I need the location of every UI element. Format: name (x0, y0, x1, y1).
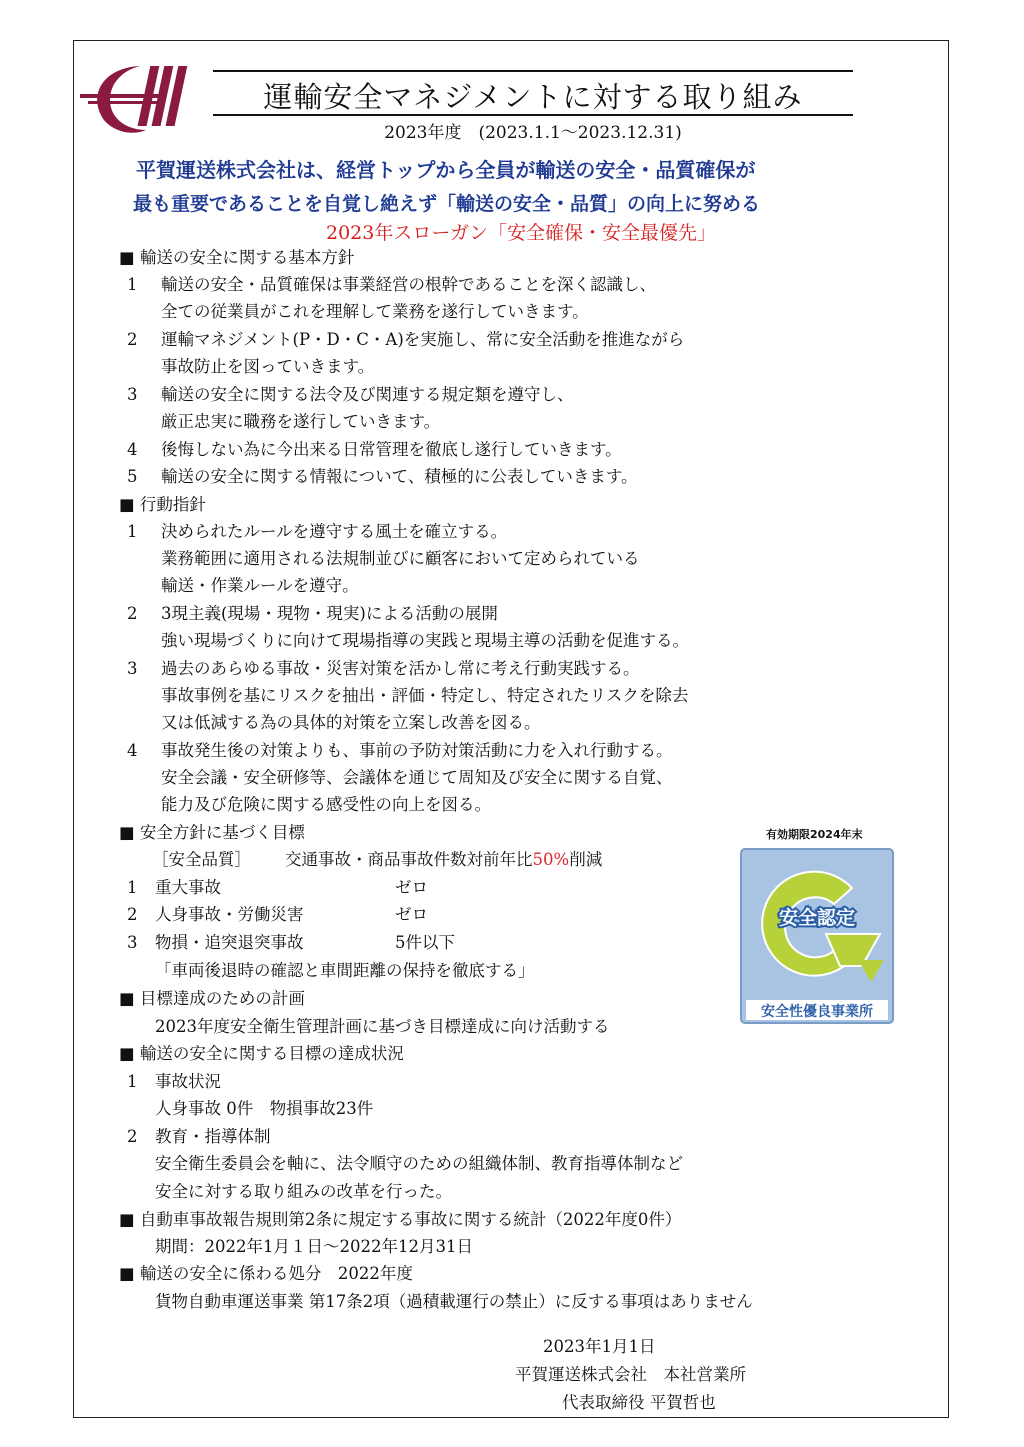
quality-highlight: 50% (532, 850, 570, 869)
list-item: 事故防止を図っていきます。 (161, 357, 375, 376)
achievement-item-text: 安全に対する取り組みの改革を行った。 (155, 1182, 452, 1201)
list-item: 過去のあらゆる事故・災害対策を活かし常に考え行動実践する。 (161, 659, 640, 678)
list-item: 又は低減する為の具体的対策を立案し改善を図る。 (161, 713, 541, 732)
list-number: 3 (127, 659, 138, 678)
list-number: 1 (127, 878, 138, 897)
statistics-heading: ■ 自動車事故報告規則第2条に規定する事故に関する統計（2022年度0件） (119, 1210, 682, 1229)
company-name: 平賀運送株式会社 本社営業所 (515, 1365, 746, 1384)
fiscal-period: 2023年度 (2023.1.1～2023.12.31) (384, 123, 682, 143)
list-item: 輸送の安全に関する法令及び関連する規定類を遵守し、 (161, 385, 574, 404)
achievement-item-text: 人身事故 0件 物損事故23件 (155, 1099, 374, 1118)
disposition-text: 貨物自動車運送事業 第17条2項（過積載運行の禁止）に反する事項はありません (155, 1292, 753, 1311)
list-number: 5 (127, 467, 138, 486)
list-item: 輸送の安全・品質確保は事業経営の根幹であることを深く認識し、 (161, 275, 656, 294)
list-item: 能力及び危険に関する感受性の向上を図る。 (161, 795, 491, 814)
achievement-item-text: 安全衛生委員会を軸に、法令順守のための組織体制、教育指導体制など (155, 1154, 683, 1173)
list-number: 2 (127, 604, 138, 623)
list-item: 運輸マネジメント(P・D・C・A)を実施し、常に安全活動を推進ながら (161, 330, 685, 349)
achievement-item-title: 事故状況 (155, 1072, 221, 1091)
representative: 代表取締役 平賀哲也 (562, 1393, 716, 1412)
slogan: 2023年スローガン「安全確保・安全最優先」 (326, 222, 716, 244)
action-guidelines-heading: ■ 行動指針 (119, 495, 206, 514)
target-label: 人身事故・労働災害 (155, 905, 304, 924)
list-number: 1 (127, 522, 138, 541)
list-number: 3 (127, 933, 138, 952)
plan-text: 2023年度安全衛生管理計画に基づき目標達成に向け活動する (155, 1017, 610, 1036)
quality-text-pre: 交通事故・商品事故件数対前年比 (285, 850, 533, 869)
list-item: 強い現場づくりに向けて現場指導の実践と現場主導の活動を促進する。 (161, 631, 689, 650)
quality-label: ［安全品質］ (152, 850, 251, 869)
quality-target (285, 852, 602, 869)
list-item: 決められたルールを遵守する風土を確立する。 (161, 522, 508, 541)
disposition-heading: ■ 輸送の安全に係わる処分 2022年度 (119, 1264, 413, 1283)
quality-text-post: 削減 (569, 850, 603, 869)
target-value: 5件以下 (395, 933, 455, 952)
badge-validity: 有効期限2024年末 (766, 828, 863, 841)
safety-certification-badge (740, 848, 894, 1024)
list-item: 3現主義(現場・現物・現実)による活動の展開 (161, 604, 498, 623)
page-title: 運輸安全マネジメントに対する取り組み (263, 80, 803, 114)
list-item: 輸送の安全に関する情報について、積極的に公表していきます。 (161, 467, 638, 486)
badge-bottom-text: 安全性優良事業所 (761, 1004, 873, 1020)
target-note: 「車両後退時の確認と車間距離の保持を徹底する」 (155, 961, 535, 980)
list-item: 業務範囲に適用される法規制並びに顧客において定められている (161, 549, 640, 568)
list-item: 厳正忠実に職務を遂行していきます。 (161, 412, 441, 431)
mission-line-1: 平賀運送株式会社は、経営トップから全員が輸送の安全・品質確保が (136, 158, 756, 182)
achievement-heading: ■ 輸送の安全に関する目標の達成状況 (119, 1044, 404, 1063)
list-item: 全ての従業員がこれを理解して業務を遂行していきます。 (161, 302, 589, 321)
statistics-period: 期間：2022年1月１日～2022年12月31日 (155, 1237, 473, 1256)
list-number: 1 (127, 275, 138, 294)
plan-heading: ■ 目標達成のための計画 (119, 989, 305, 1008)
target-label: 重大事故 (155, 878, 221, 897)
list-item: 輸送・作業ルールを遵守。 (161, 576, 359, 595)
list-number: 3 (127, 385, 138, 404)
title-bar (213, 70, 853, 116)
safety-targets-heading: ■ 安全方針に基づく目標 (119, 823, 305, 842)
list-number: 2 (127, 905, 138, 924)
badge-center-text: 安全認定 (778, 907, 856, 929)
list-number: 4 (127, 440, 138, 459)
target-value: ゼロ (395, 905, 428, 924)
list-item: 安全会議・安全研修等、会議体を通じて周知及び安全に関する自覚、 (161, 768, 673, 787)
list-item: 後悔しない為に今出来る日常管理を徹底し遂行していきます。 (161, 440, 622, 459)
mission-line-2: 最も重要であることを自覚し絶えず「輸送の安全・品質」の向上に努める (133, 193, 761, 215)
list-number: 2 (127, 1127, 138, 1146)
list-item: 事故事例を基にリスクを抽出・評価・特定し、特定されたリスクを除去 (161, 686, 689, 705)
list-number: 4 (127, 741, 138, 760)
basic-policy-heading: ■ 輸送の安全に関する基本方針 (119, 248, 355, 267)
target-label: 物損・追突退突事故 (155, 933, 304, 952)
target-value: ゼロ (395, 878, 428, 897)
achievement-item-title: 教育・指導体制 (155, 1127, 271, 1146)
company-logo-icon (80, 58, 190, 140)
list-number: 1 (127, 1072, 138, 1091)
list-item: 事故発生後の対策よりも、事前の予防対策活動に力を入れ行動する。 (161, 741, 673, 760)
list-number: 2 (127, 330, 138, 349)
issue-date: 2023年1月1日 (543, 1337, 656, 1356)
